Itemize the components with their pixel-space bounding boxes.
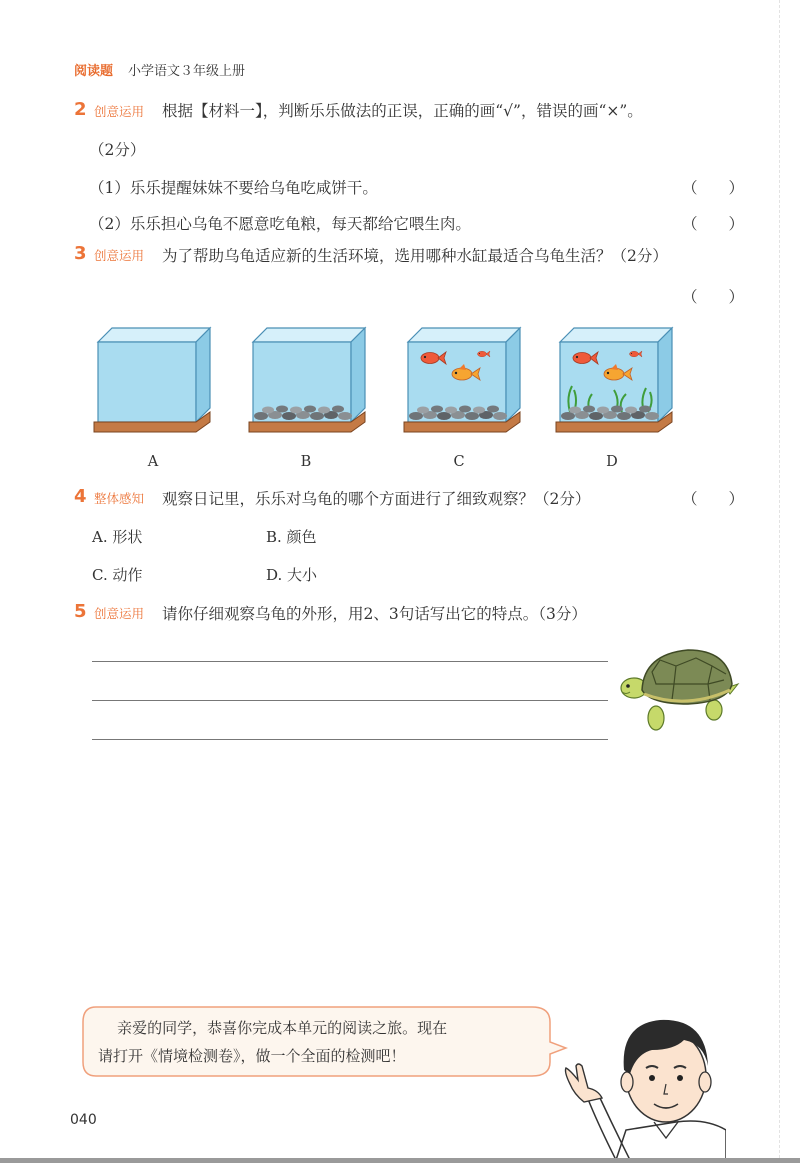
answer-line-3[interactable]: [92, 739, 608, 740]
question-tag: 创意运用: [94, 248, 145, 263]
question-number: 5: [74, 601, 87, 622]
book-title: 小学语文３年级上册: [128, 64, 246, 79]
question-text: 观察日记里，乐乐对乌龟的哪个方面进行了细致观察？（2分）: [162, 490, 591, 508]
question-number: 4: [74, 486, 87, 507]
option-a: A. 形状: [92, 528, 143, 546]
question-tag: 整体感知: [94, 491, 145, 506]
option-d: D. 大小: [266, 566, 318, 584]
bubble-line-1: 亲爱的同学，恭喜你完成本单元的阅读之旅。现在: [98, 1019, 448, 1037]
answer-bracket-4[interactable]: （ ）: [682, 490, 745, 508]
question-text: 根据【材料一】，判断乐乐做法的正误，正确的画“√”，错误的画“×”。: [162, 102, 643, 120]
question-number: 3: [74, 243, 87, 264]
fish-tanks-illustration: [90, 322, 680, 440]
tank-label-a: A: [147, 454, 159, 470]
answer-bracket-2-1[interactable]: （ ）: [682, 179, 745, 197]
question-text: 请你仔细观察乌龟的外形，用2、3句话写出它的特点。（3分）: [162, 605, 587, 623]
answer-bracket-2-2[interactable]: （ ）: [682, 215, 745, 233]
option-c: C. 动作: [92, 566, 143, 584]
page-number: 040: [70, 1112, 97, 1128]
question-text: 为了帮助乌龟适应新的生活环境，选用哪种水缸最适合乌龟生活？（2分）: [162, 247, 668, 265]
tank-label-c: C: [453, 454, 465, 470]
turtle-illustration: [616, 644, 740, 734]
option-b: B. 颜色: [266, 528, 317, 546]
scan-bottom-edge: [0, 1158, 800, 1163]
bubble-line-2: 请打开《情境检测卷》，做一个全面的检测吧！: [98, 1047, 406, 1065]
question-number: 2: [74, 99, 87, 120]
question-tag: 创意运用: [94, 606, 145, 621]
tank-label-d: D: [606, 454, 618, 470]
question-score: （2分）: [89, 141, 146, 159]
page-edge-divider: [779, 0, 780, 1163]
answer-line-1[interactable]: [92, 661, 608, 662]
boy-illustration: [556, 1010, 726, 1160]
section-tag: 阅读题: [74, 64, 114, 79]
answer-line-2[interactable]: [92, 700, 608, 701]
question-tag: 创意运用: [94, 104, 145, 119]
tank-label-b: B: [300, 454, 312, 470]
sub-question-2: （2）乐乐担心乌龟不愿意吃龟粮，每天都给它喂生肉。: [89, 215, 471, 233]
answer-bracket-3[interactable]: （ ）: [682, 288, 745, 306]
sub-question-1: （1）乐乐提醒妹妹不要给乌龟吃咸饼干。: [89, 179, 378, 197]
